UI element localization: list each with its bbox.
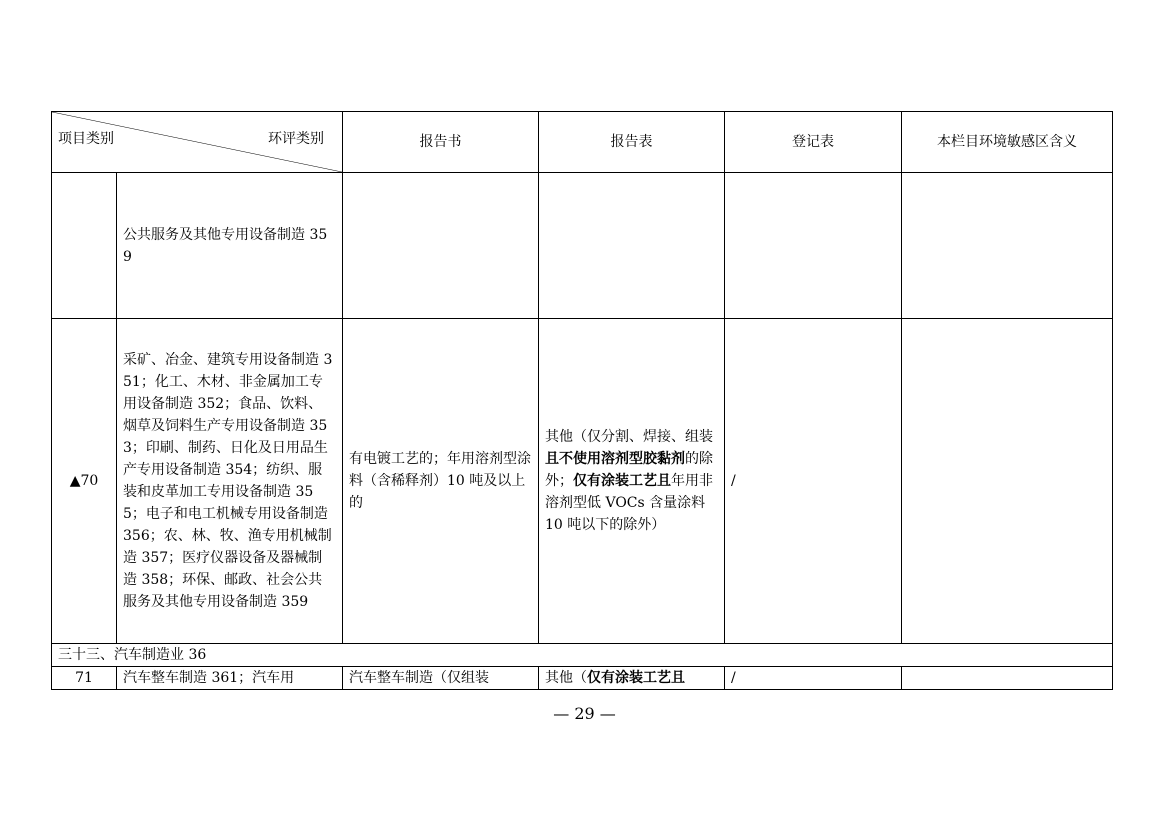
row-report-form [539,173,725,319]
row-report-book [343,173,539,319]
row-registration-form: / [725,667,902,690]
report-form-text-1: 其他（ [545,670,587,686]
report-form-bold-1: 且不使用溶剂型胶黏剂 [545,451,685,467]
table-row [52,667,1113,690]
row-registration-form: / [725,319,902,644]
report-form-text-2: 的除外； [545,451,713,489]
header-report-form: 报告表 [539,112,725,173]
report-form-text-3: 年用非溶剂型低 VOCs 含量涂料 10 吨以下的除外） [545,473,713,533]
header-project-category: 项目类别 [58,131,114,147]
eia-classification-table [51,111,1113,690]
header-sensitive-area: 本栏目环境敏感区含义 [902,112,1113,173]
report-form-text-1: 其他（仅分割、焊接、组装 [545,429,713,445]
page-number: — 29 — [553,704,616,723]
row-sensitive-area [902,319,1113,644]
header-diagonal-cell [52,112,343,173]
section-title: 三十三、汽车制造业 36 [52,644,1113,667]
row-number: ▲70 [52,319,117,644]
row-registration-form [725,173,902,319]
header-row [52,112,1113,173]
row-report-book: 有电镀工艺的；年用溶剂型涂料（含稀释剂）10 吨及以上的 [343,319,539,644]
row-sensitive-area [902,173,1113,319]
header-eia-category: 环评类别 [268,131,324,147]
row-number [52,173,117,319]
row-report-form [539,319,725,644]
row-report-form [539,667,725,690]
row-sensitive-area [902,667,1113,690]
row-report-book: 汽车整车制造（仅组装 [343,667,539,690]
header-registration-form: 登记表 [725,112,902,173]
table-row [52,173,1113,319]
row-number: 71 [52,667,117,690]
section-header-row [52,644,1113,667]
row-industry-name: 采矿、冶金、建筑专用设备制造 351；化工、木材、非金属加工专用设备制造 352；食品、饮料、烟草及饲料生产专用设备制造 353；印刷、制药、日化及日用品生产专用设备制造 354；纺织、服装和皮革加工专用设备制造 355；电子和电工机械专用设备制造 356；农、林、牧、渔专用机械制造 357；医疗仪器设备及器械制造 358；环保、邮政、社会公共服务及其他专用设备制造 359 [117,319,343,644]
row-industry-name: 公共服务及其他专用设备制造 359 [117,173,343,319]
row-industry-name: 汽车整车制造 361；汽车用 [117,667,343,690]
report-form-bold-1: 仅有涂装工艺且 [587,670,685,686]
header-report-book: 报告书 [343,112,539,173]
table-row [52,319,1113,644]
report-form-bold-2: 仅有涂装工艺且 [573,473,671,489]
